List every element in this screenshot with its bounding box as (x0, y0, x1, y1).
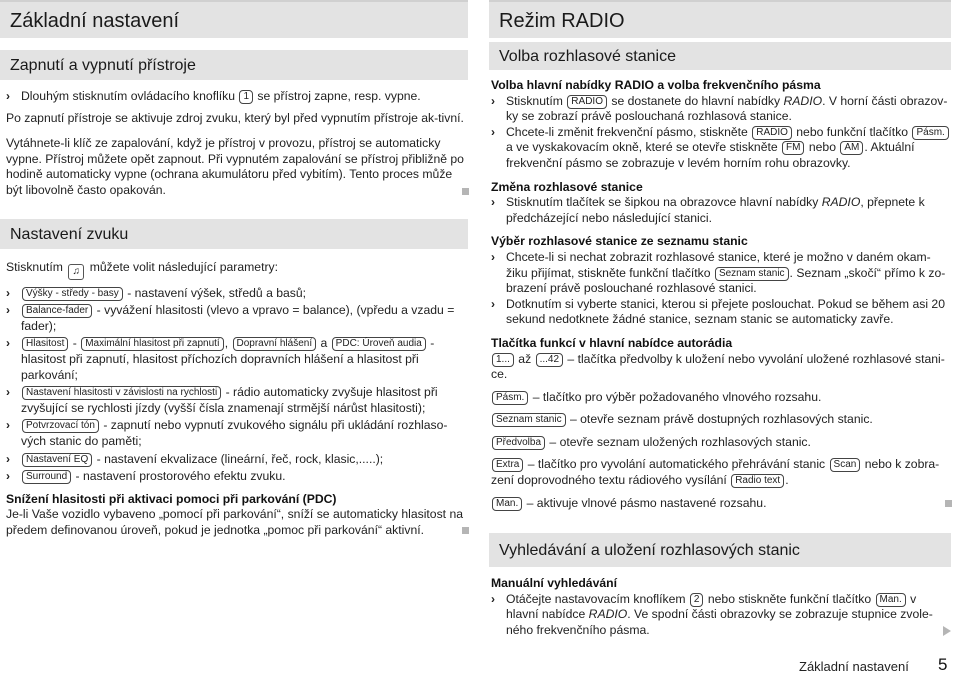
list-item: › Dotknutím si vyberte stanici, kterou si přejete poslouchat. Pokud se během asi 20 sekund nedotknete žádné stanice, seznam stanic se automaticky zavře. (491, 296, 945, 327)
band-key: Pásm. (912, 126, 948, 140)
list-item: › Surround - nastavení prostorového efektu zvuku. (6, 469, 286, 484)
station-list-key: Seznam stanic (492, 413, 566, 427)
radio-key: RADIO (567, 95, 607, 109)
function-item: Předvolba – otevře seznam uložených rozhlasových stanic. (491, 435, 951, 451)
list-item: › Stisknutím tlačítek se šipkou na obrazovce hlavní nabídky RADIO, přepnete k předcházející nebo následující stanici. (491, 195, 925, 225)
knob-key: 1 (239, 90, 253, 104)
section-heading-power: Zapnutí a vypnutí přístroje (0, 50, 468, 80)
preset-list-key: Předvolba (492, 436, 545, 450)
sound-intro: Stisknutím ♫ můžete volit následující parametry: (6, 260, 468, 280)
knob-key: 2 (690, 593, 704, 607)
chapter-title: Základní nastavení (0, 0, 468, 38)
subheading: Změna rozhlasové stanice (491, 179, 643, 194)
chevron-right-icon: › (491, 195, 495, 210)
chevron-right-icon: › (6, 469, 10, 484)
option-key: Hlasitost (22, 337, 68, 351)
preset-key: ...42 (536, 353, 563, 367)
chevron-right-icon: › (6, 418, 10, 433)
list-item: › Chcete-li změnit frekvenční pásmo, stiskněte RADIO nebo funkční tlačítko Pásm. a ve vyskakovacím okně, které se otevře stiskněte FM nebo AM . Aktuální frekvenční pásmo se zobrazuje v levém horním rohu obrazovky. (491, 125, 951, 172)
function-item: Pásm. – tlačítko pro výběr požadovaného vlnového rozsahu. (491, 390, 951, 406)
scan-key: Scan (830, 458, 861, 472)
station-list-key: Seznam stanic (715, 267, 789, 281)
section-heading-station-select: Volba rozhlasové stanice (489, 42, 951, 70)
right-column (489, 0, 951, 639)
radio-text-key: Radio text (731, 474, 784, 488)
function-item: Man. – aktivuje vlnové pásmo nastavené rozsahu. (491, 496, 951, 512)
list-item: › Hlasitost - Maximální hlasitost při zapnutí , Dopravní hlášení a PDC: Úroveň audia - hlasitost při zapnutí, hlasitost příchozích dopravních hlášení a hlasitost při parkování; (6, 336, 435, 382)
function-item: Seznam stanic – otevře seznam právě dostupných rozhlasových stanic. (491, 412, 951, 428)
manual-key: Man. (492, 497, 522, 511)
function-item: 1... až ...42 – tlačítka předvolby k uložení nebo vyvolání uložené rozhlasové stani-ce. (491, 351, 945, 382)
continue-arrow-icon (943, 626, 951, 636)
fm-key: FM (782, 141, 804, 155)
function-item: Extra – tlačítko pro vyvolání automatického přehrávání stanic Scan nebo k zobra-zení doprovodného textu rádiového vysílání Radio text . (491, 457, 940, 488)
chevron-right-icon: › (491, 591, 495, 606)
chevron-right-icon: › (6, 385, 10, 400)
option-key: Výšky - středy - basy (22, 287, 123, 301)
section-heading-sound: Nastavení zvuku (0, 219, 468, 249)
subheading: Volba hlavní nabídky RADIO a volba frekvenčního pásma (491, 78, 821, 92)
list-item: › Stisknutím RADIO se dostanete do hlavní nabídky RADIO. V horní části obrazov-ky se zobrazí právě poslouchaná rozhlasová stanice. (491, 93, 948, 124)
pdc-paragraph: Je-li Vaše vozidlo vybaveno „pomocí při parkování“, sníží se automaticky hlasitost na předem definovanou úroveň, pokud je jednotka „pomoc při parkování“ aktivní. (6, 507, 468, 538)
section-end-marker-icon (462, 188, 469, 195)
manual-key: Man. (876, 593, 906, 607)
sound-options-list (6, 286, 468, 485)
chevron-right-icon: › (491, 296, 495, 311)
left-column (0, 0, 468, 538)
list-item: › Dlouhým stisknutím ovládacího knoflíku 1 se přístroj zapne, resp. vypne. (6, 89, 421, 103)
extra-key: Extra (492, 458, 523, 472)
chapter-title: Režim RADIO (489, 0, 951, 38)
list-item: › Nastavení hlasitosti v závislosti na rychlosti - rádio automaticky zvyšuje hlasitost při zvyšující se rychlosti jízdy (vyšší čísla znamenají strmější nárůst hlasitosti); (6, 385, 438, 415)
am-key: AM (840, 141, 863, 155)
section-heading-search-store: Vyhledávání a uložení rozhlasových stanic (489, 533, 951, 567)
chevron-right-icon: › (491, 93, 495, 108)
option-key: Nastavení EQ (22, 453, 92, 467)
list-item: › Balance-fader - vyvážení hlasitosti (vlevo a vpravo = balance), (vpředu a vzadu = fader); (6, 303, 455, 333)
list-item: › Otáčejte nastavovacím knoflíkem 2 nebo stiskněte funkční tlačítko Man. v hlavní nabídce RADIO. Ve spodní části obrazovky se zobrazuje stupnice zvole-ného frekvenčního pásma. (491, 592, 951, 639)
paragraph: Po zapnutí přístroje se aktivuje zdroj zvuku, který byl před vypnutím přístroje ak-tivní. (6, 110, 464, 125)
subheading: Manuální vyhledávání (491, 576, 617, 591)
list-item: › Nastavení EQ - nastavení ekvalizace (lineární, řeč, rock, klasic,.....); (6, 451, 384, 466)
footer-chapter-label: Základní nastavení (799, 659, 909, 674)
section-end-marker-icon (462, 527, 469, 534)
radio-key: RADIO (752, 126, 792, 140)
chevron-right-icon: › (6, 89, 10, 103)
list-item: › Potvrzovací tón - zapnutí nebo vypnutí zvukového signálu při ukládání rozhlaso-vých stanic do paměti; (6, 418, 448, 448)
option-key: PDC: Úroveň audia (332, 337, 426, 351)
list-item: › Výšky - středy - basy - nastavení výšek, středů a basů; (6, 285, 307, 300)
section-end-marker-icon (945, 500, 952, 507)
chevron-right-icon: › (491, 249, 495, 264)
paragraph: Vytáhnete-li klíč ze zapalování, když je přístroj v provozu, přístroj se automaticky vypne. Přístroj můžete opět zapnout. Při vypnutém zapalování se přístroj přibližně po hodině automaticky vypne (ochrana akumulátoru před vybitím). Tento proces může být libovolně často opakován. (6, 136, 468, 198)
option-key: Balance-fader (22, 304, 92, 318)
preset-key: 1... (492, 353, 514, 367)
subheading: Tlačítka funkcí v hlavní nabídce autorádia (491, 335, 733, 350)
list-item: › Chcete-li si nechat zobrazit rozhlasové stanice, které je možno v daném okam-žiku přijímat, stiskněte funkční tlačítko Seznam stanic . Seznam „skočí“ přímo k zo-brazení právě poslouchané rozhlasové stanici. (491, 249, 946, 296)
chevron-right-icon: › (6, 303, 10, 318)
band-key: Pásm. (492, 391, 528, 405)
pdc-heading: Snížení hlasitosti při aktivaci pomoci při parkování (PDC) (6, 491, 337, 506)
music-note-icon: ♫ (68, 264, 84, 280)
option-key: Potvrzovací tón (22, 419, 99, 433)
chevron-right-icon: › (6, 451, 10, 466)
page-number: 5 (938, 655, 948, 674)
option-key: Nastavení hlasitosti v závislosti na rychlosti (22, 386, 221, 400)
option-key: Surround (22, 470, 71, 484)
chevron-right-icon: › (6, 336, 10, 351)
option-key: Dopravní hlášení (233, 337, 317, 351)
chevron-right-icon: › (6, 285, 10, 300)
chevron-right-icon: › (491, 124, 495, 139)
option-key: Maximální hlasitost při zapnutí (81, 337, 224, 351)
subheading: Výběr rozhlasové stanice ze seznamu stanic (491, 234, 748, 249)
